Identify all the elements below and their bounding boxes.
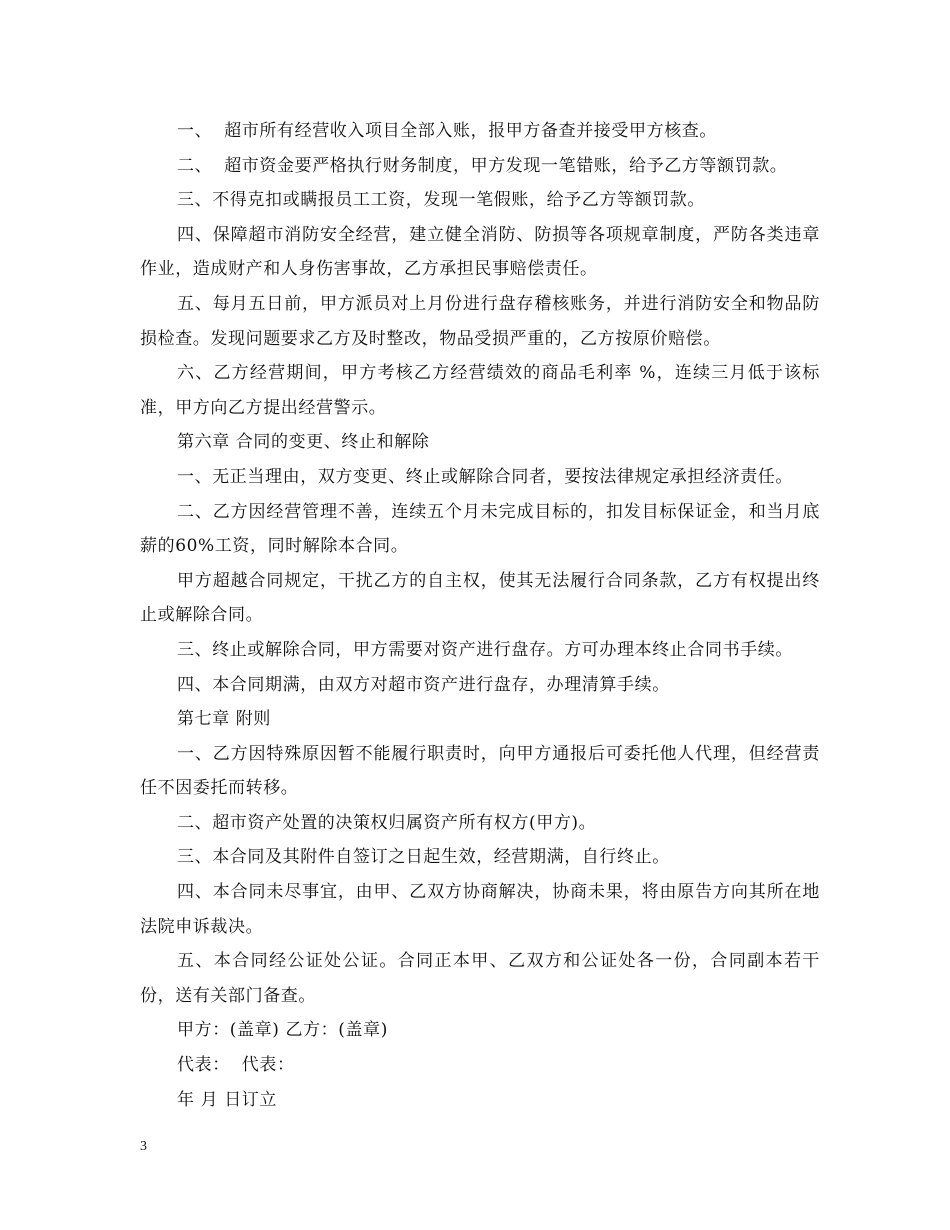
clause-paragraph: 四、保障超市消防安全经营，建立健全消防、防损等各项规章制度，严防各类违章作业，造成财产和人身伤害事故，乙方承担民事赔偿责任。 bbox=[140, 224, 820, 280]
clause-paragraph: 一、 超市所有经营收入项目全部入账，报甲方备查并接受甲方核查。 bbox=[177, 121, 718, 141]
clause-paragraph: 四、本合同期满，由双方对超市资产进行盘存，办理清算手续。 bbox=[177, 674, 670, 695]
clause-paragraph: 五、本合同经公证处公证。合同正本甲、乙双方和公证处各一份，合同副本若干份，送有关部门备查。 bbox=[140, 951, 820, 1006]
signature-date: 年 月 日订立 bbox=[177, 1089, 278, 1110]
clause-paragraph: 四、本合同未尽事宜，由甲、乙双方协商解决，协商未果，将由原告方向其所在地法院申诉裁决。 bbox=[140, 882, 820, 937]
page-number: 3 bbox=[140, 1139, 147, 1154]
clause-paragraph: 五、每月五日前，甲方派员对上月份进行盘存稽核账务，并进行消防安全和物品防损检查。发现问题要求乙方及时整改，物品受损严重的，乙方按原价赔偿。 bbox=[140, 293, 820, 349]
clause-paragraph: 一、乙方因特殊原因暂不能履行职责时，向甲方通报后可委托他人代理，但经营责任不因委托而转移。 bbox=[140, 743, 820, 799]
clause-paragraph: 二、超市资产处置的决策权归属资产所有权方(甲方)。 bbox=[177, 812, 597, 833]
document-body bbox=[140, 114, 820, 1117]
signature-parties: 甲方：(盖章) 乙方：(盖章) bbox=[177, 1020, 388, 1041]
clause-paragraph: 二、乙方因经营管理不善，连续五个月未完成目标的，扣发目标保证金，和当月底薪的60%工资，同时解除本合同。 bbox=[140, 501, 820, 557]
chapter-heading: 第七章 附则 bbox=[177, 709, 272, 730]
clause-paragraph: 三、不得克扣或瞒报员工工资，发现一笔假账，给予乙方等额罚款。 bbox=[177, 190, 705, 211]
chapter-heading: 第六章 合同的变更、终止和解除 bbox=[177, 432, 430, 453]
signature-representatives: 代表： 代表： bbox=[177, 1055, 295, 1076]
clause-paragraph: 三、本合同及其附件自签订之日起生效，经营期满，自行终止。 bbox=[177, 847, 670, 868]
clause-paragraph: 一、无正当理由，双方变更、终止或解除合同者，要按法律规定承担经济责任。 bbox=[177, 466, 793, 487]
clause-paragraph: 三、终止或解除合同，甲方需要对资产进行盘存。方可办理本终止合同书手续。 bbox=[177, 639, 793, 660]
clause-paragraph: 甲方超越合同规定，干扰乙方的自主权，使其无法履行合同条款，乙方有权提出终止或解除合同。 bbox=[140, 570, 820, 626]
clause-paragraph: 六、乙方经营期间，甲方考核乙方经营绩效的商品毛利率 %，连续三月低于该标准，甲方向乙方提出经营警示。 bbox=[140, 363, 820, 418]
clause-paragraph: 二、 超市资金要严格执行财务制度，甲方发现一笔错账，给予乙方等额罚款。 bbox=[177, 155, 788, 176]
